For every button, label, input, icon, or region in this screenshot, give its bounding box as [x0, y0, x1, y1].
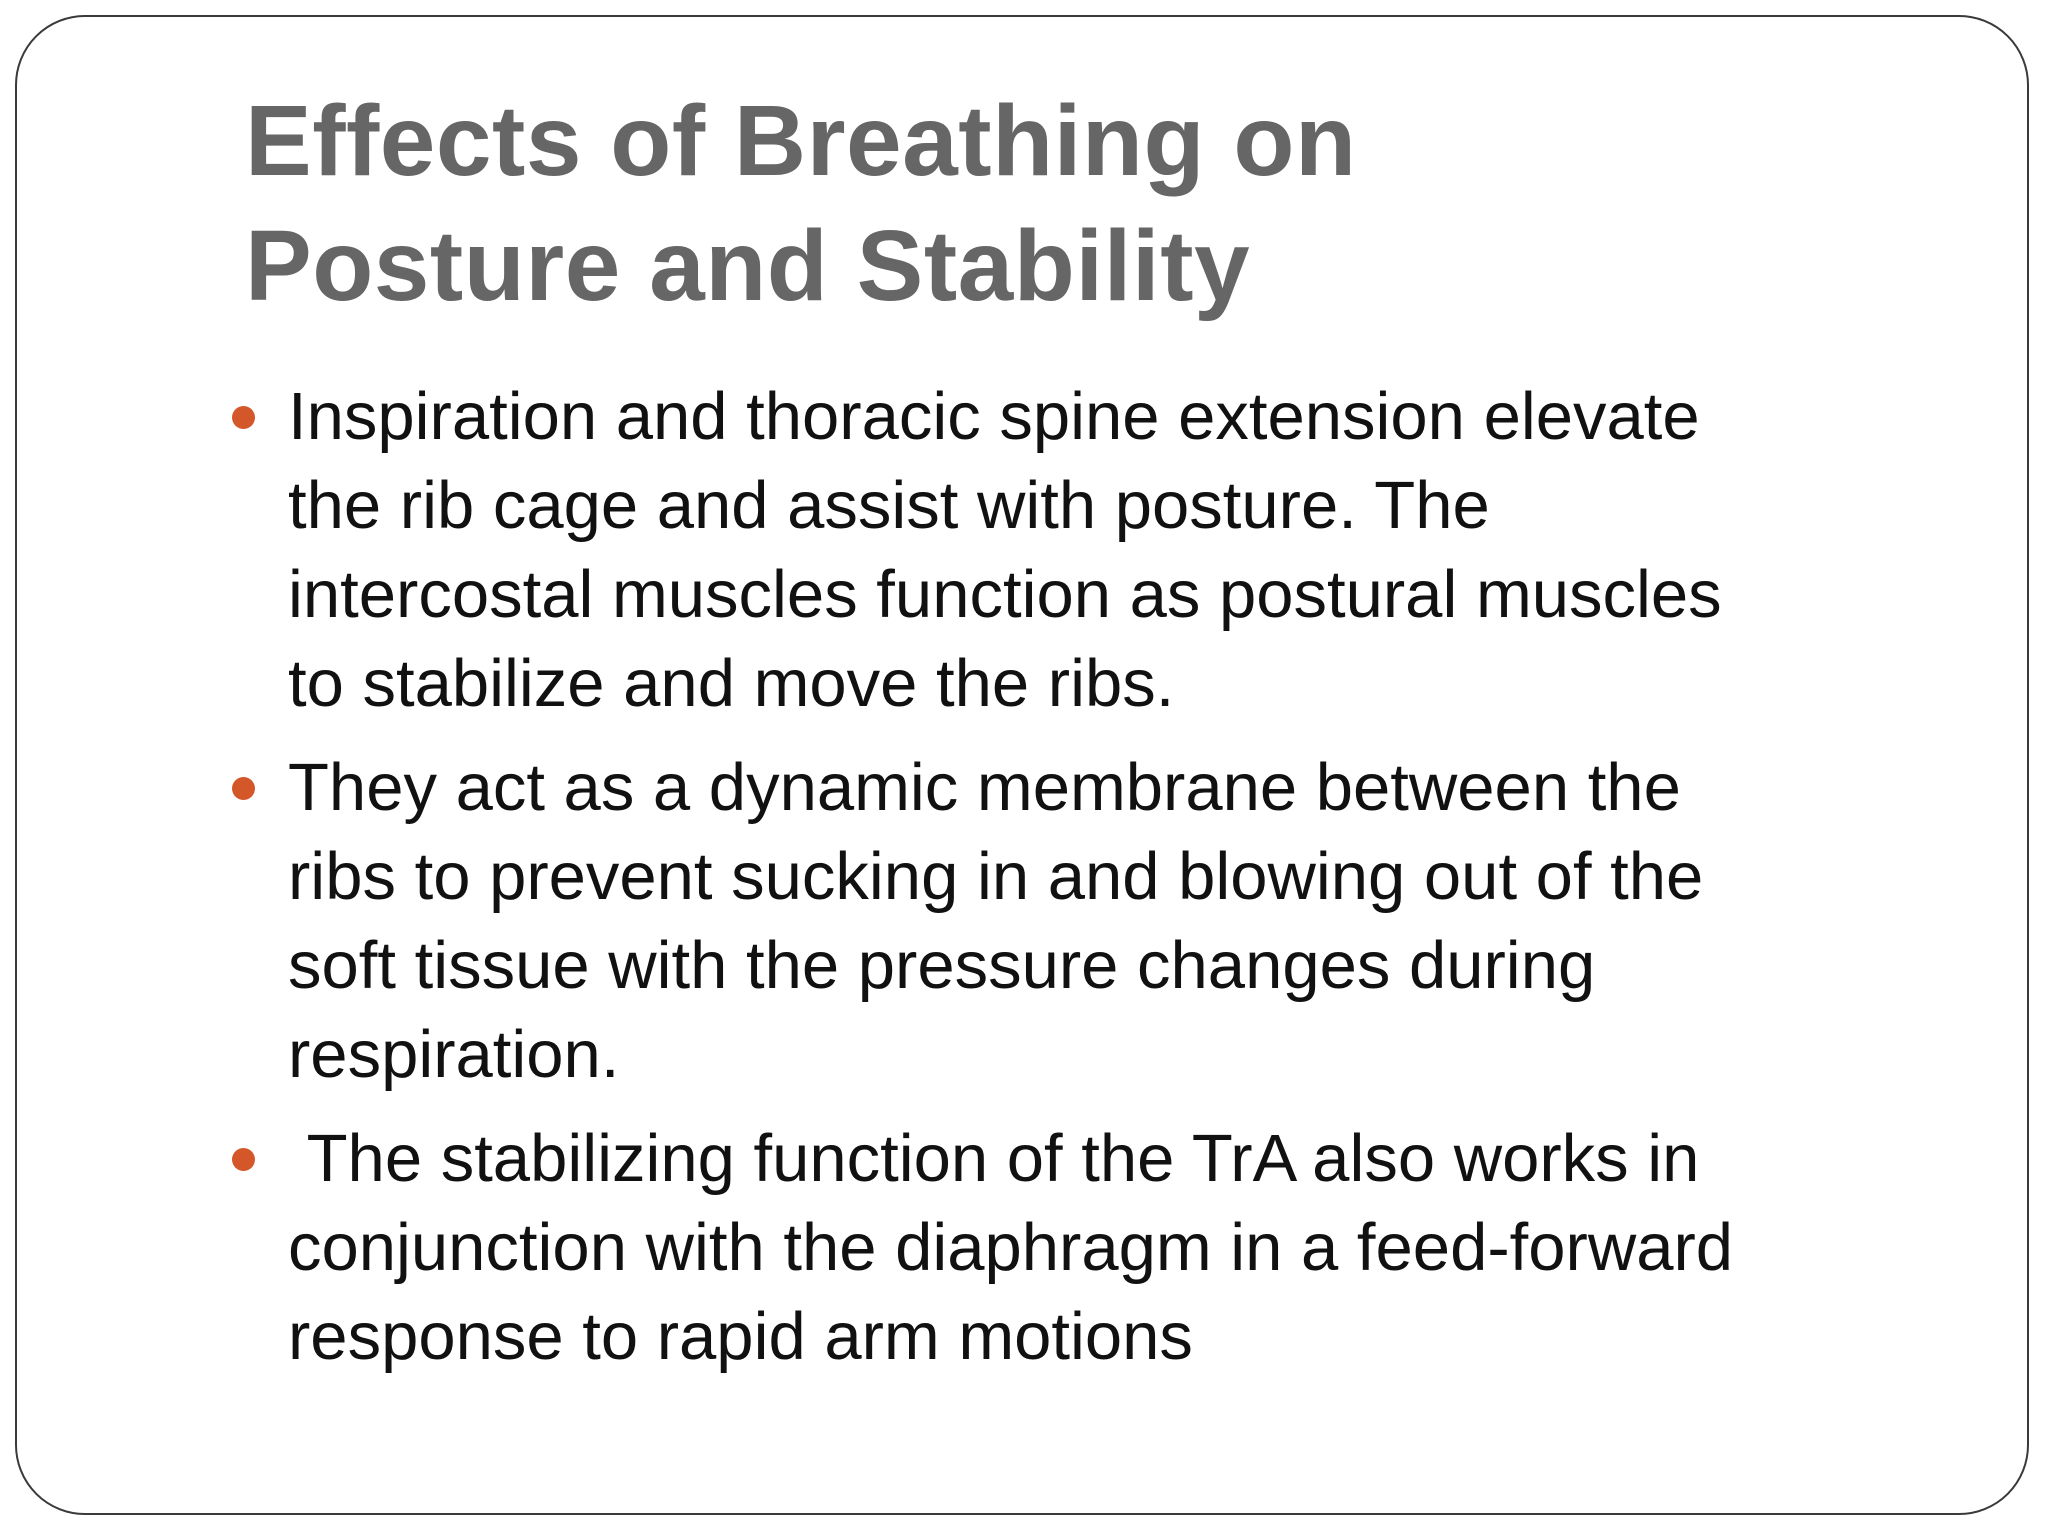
bullet-item-3: [228, 1114, 1908, 1381]
bullet-dot-icon: [232, 777, 255, 800]
bullet-text-line: Inspiration and thoracic spine extension elevate: [288, 379, 1700, 454]
bullet-text-line: to stabilize and move the ribs.: [288, 646, 1175, 721]
bullet-text-line: intercostal muscles function as postural muscles: [288, 557, 1722, 632]
bullet-dot-icon: [232, 1148, 255, 1171]
slide-title-line-1: Effects of Breathing on: [245, 85, 1357, 197]
bullet-text-line: the rib cage and assist with posture. The: [288, 468, 1490, 543]
bullet-text-line: soft tissue with the pressure changes during: [288, 928, 1596, 1003]
bullet-text-line: ribs to prevent sucking in and blowing out of the: [288, 839, 1704, 914]
slide-title: [245, 79, 1845, 329]
bullet-list: [228, 372, 1908, 1396]
bullet-dot-icon: [232, 406, 255, 429]
bullet-item-1: [228, 372, 1908, 728]
bullet-text-line: The stabilizing function of the TrA also works in: [288, 1121, 1700, 1196]
bullet-item-2: [228, 743, 1908, 1099]
bullet-text-line: conjunction with the diaphragm in a feed-forward: [288, 1210, 1734, 1285]
bullet-text-line: respiration.: [288, 1017, 620, 1092]
bullet-text-line: They act as a dynamic membrane between the: [288, 750, 1681, 825]
bullet-text-line: response to rapid arm motions: [288, 1299, 1193, 1374]
slide-title-line-2: Posture and Stability: [245, 210, 1251, 322]
